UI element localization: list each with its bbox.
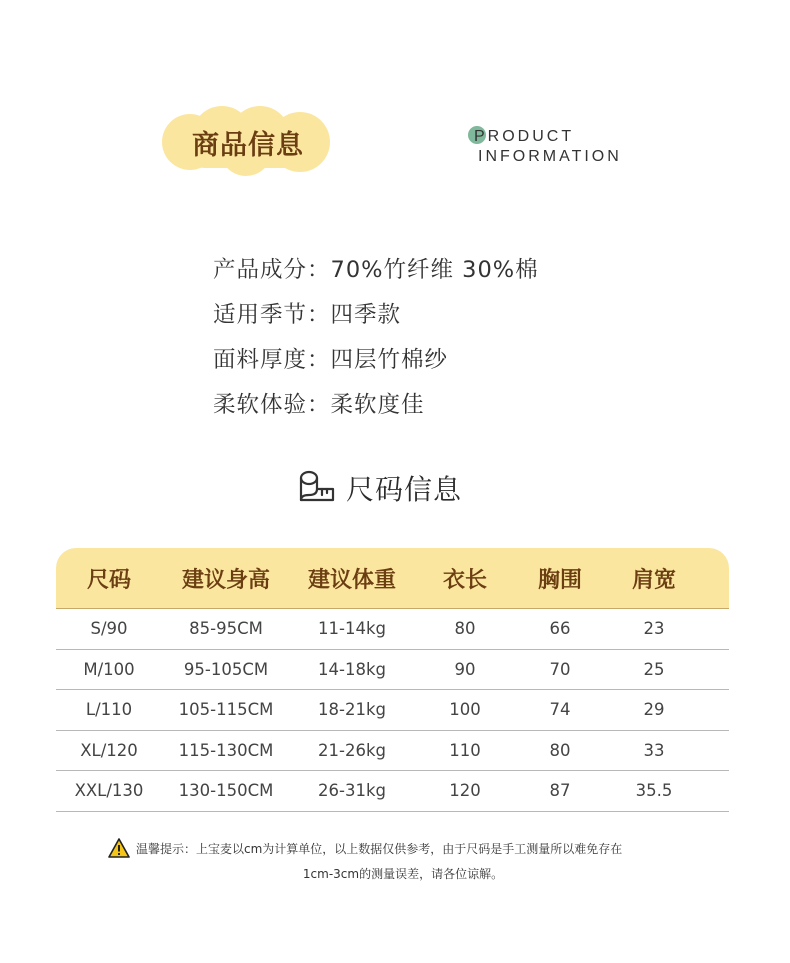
product-specs: [213, 250, 539, 430]
table-cell: 74: [549, 700, 571, 720]
table-cell: 23: [643, 619, 665, 639]
table-cell: 120: [449, 781, 481, 801]
table-cell: 85-95CM: [189, 619, 263, 639]
table-cell: L/110: [85, 700, 133, 720]
table-cell: 18-21kg: [318, 700, 386, 720]
column-header: 建议身高: [181, 567, 270, 593]
table-cell: 29: [643, 700, 665, 720]
table-cell: 35.5: [635, 781, 673, 801]
table-row: [56, 771, 729, 812]
page-title: 商品信息: [192, 129, 304, 161]
table-row: [56, 609, 729, 650]
note-text-1: 温馨提示：上宝麦以cm为计算单位，以上数据仅供参考，由于尺码是手工测量所以难免存在: [136, 841, 623, 856]
table-cell: 33: [643, 740, 665, 760]
warning-icon: [108, 838, 130, 858]
column-header: 尺码: [86, 567, 131, 593]
table-cell: 87: [549, 781, 571, 801]
table-cell: 70: [549, 659, 571, 679]
title-badge: [160, 106, 336, 178]
table-header: [56, 548, 729, 609]
measuring-tape-icon: [298, 469, 336, 507]
title-en-line2: INFORMATION: [478, 148, 622, 165]
table-cell: 130-150CM: [178, 781, 274, 801]
title-en-line1: PRODUCT: [474, 128, 575, 145]
table-cell: XL/120: [80, 740, 138, 760]
table-cell: M/100: [83, 659, 135, 679]
size-section-heading: [298, 466, 462, 510]
note-text-2: 1cm-3cm的测量误差，请各位谅解。: [302, 867, 504, 881]
note-line-1: [108, 838, 688, 858]
table-row: [56, 650, 729, 691]
table-cell: 110: [449, 740, 481, 760]
table-cell: 100: [449, 700, 481, 720]
table-cell: 66: [549, 619, 571, 639]
table-row: [56, 731, 729, 772]
table-cell: 26-31kg: [318, 781, 386, 801]
column-header: 建议体重: [307, 567, 396, 593]
table-cell: 80: [454, 619, 476, 639]
column-header: 胸围: [537, 567, 582, 593]
table-row: [56, 690, 729, 731]
table-cell: XXL/130: [74, 781, 144, 801]
spec-label: 适用季节：: [213, 302, 331, 328]
table-cell: 11-14kg: [318, 619, 386, 639]
table-cell: S/90: [90, 619, 128, 639]
size-section-title: 尺码信息: [346, 473, 463, 506]
spec-row: [213, 385, 539, 430]
spec-value: 四层竹棉纱: [330, 347, 449, 373]
spec-value: 柔软度佳: [330, 392, 425, 418]
table-cell: 90: [454, 659, 476, 679]
disclaimer-note: [108, 838, 688, 882]
table-cell: 25: [643, 659, 665, 679]
column-header: 肩宽: [631, 567, 676, 593]
product-information-label: [466, 125, 656, 175]
table-cell: 105-115CM: [178, 700, 274, 720]
spec-row: [213, 295, 539, 340]
spec-label: 柔软体验：: [213, 392, 331, 418]
column-header: 衣长: [442, 567, 487, 593]
spec-label: 面料厚度：: [213, 347, 331, 373]
spec-row: [213, 250, 539, 295]
table-cell: 21-26kg: [318, 740, 386, 760]
table-cell: 95-105CM: [183, 659, 269, 679]
table-cell: 14-18kg: [318, 659, 386, 679]
size-table: [56, 548, 729, 812]
table-cell: 115-130CM: [178, 740, 274, 760]
spec-value: 四季款: [330, 302, 402, 328]
spec-label: 产品成分：: [213, 257, 331, 283]
spec-value: 70%竹纤维 30%棉: [330, 257, 539, 283]
spec-row: [213, 340, 539, 385]
table-cell: 80: [549, 740, 571, 760]
